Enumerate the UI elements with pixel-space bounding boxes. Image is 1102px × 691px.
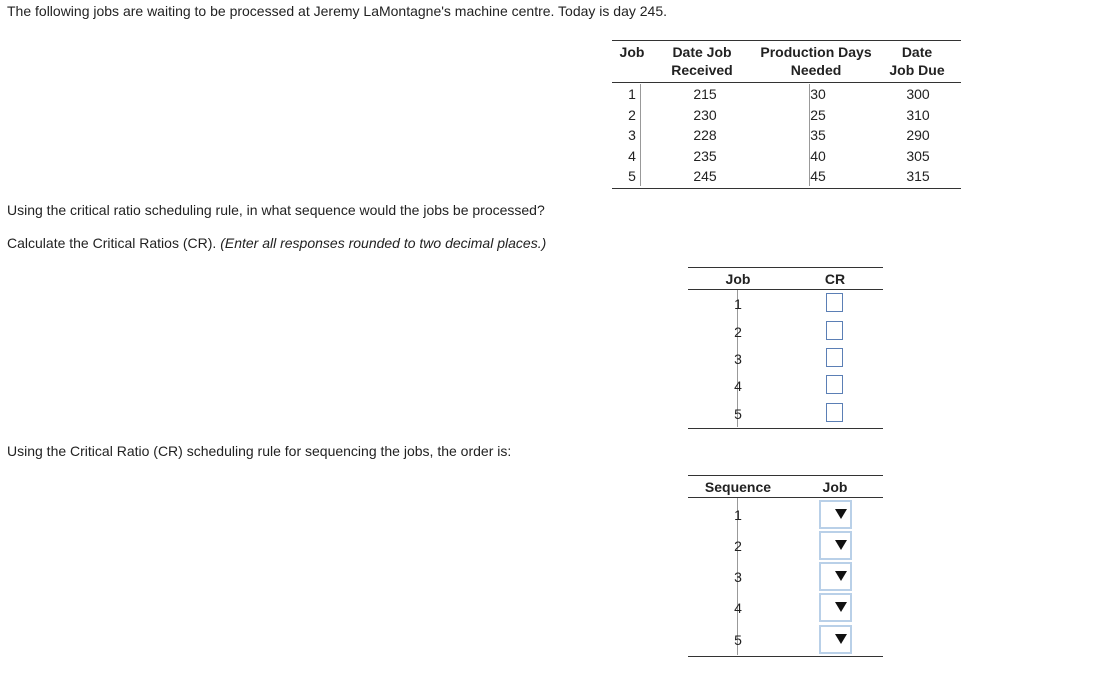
cell-received: 228	[693, 127, 717, 143]
cell-job: 2	[628, 107, 636, 123]
cell-due: 315	[906, 168, 930, 184]
cell-days: 45	[810, 168, 826, 184]
cr-row-job: 2	[734, 324, 742, 340]
cr-row-job: 4	[734, 378, 742, 394]
seq-row-number: 1	[734, 507, 742, 523]
seq-row-number: 3	[734, 569, 742, 585]
cell-due: 300	[906, 86, 930, 102]
seq-header-divider	[688, 497, 883, 498]
cell-job: 3	[628, 127, 636, 143]
dropdown-arrow-icon	[835, 634, 847, 644]
header-date-received-line1: Date Job	[672, 44, 732, 60]
seq-row-number: 2	[734, 538, 742, 554]
seq-job-select-2[interactable]	[819, 531, 852, 560]
cell-job: 1	[628, 86, 636, 102]
header-due-line1: Date	[901, 44, 933, 60]
seq-job-select-4[interactable]	[819, 593, 852, 622]
dropdown-arrow-icon	[835, 571, 847, 581]
question-sequence: Using the critical ratio scheduling rule, in what sequence would the jobs be processed?	[7, 202, 545, 218]
seq-header-job: Job	[822, 479, 848, 495]
cr-table	[688, 267, 883, 429]
cr-header-job: Job	[725, 271, 751, 287]
cell-days: 35	[810, 127, 826, 143]
dropdown-arrow-icon	[835, 602, 847, 612]
header-due-line2: Job Due	[889, 62, 945, 78]
cr-header-divider	[688, 289, 883, 290]
seq-row-number: 5	[734, 632, 742, 648]
seq-job-select-1[interactable]	[819, 500, 852, 529]
cell-received: 215	[693, 86, 717, 102]
cr-input-job-1[interactable]	[826, 293, 843, 312]
cell-due: 305	[906, 148, 930, 164]
header-divider	[612, 82, 961, 83]
cell-days: 40	[810, 148, 826, 164]
cell-due: 290	[906, 127, 930, 143]
jobs-table	[612, 40, 961, 189]
seq-job-select-5[interactable]	[819, 625, 852, 654]
cr-input-job-3[interactable]	[826, 348, 843, 367]
cell-job: 4	[628, 148, 636, 164]
header-date-received-line2: Received	[671, 62, 733, 78]
sequence-table	[688, 475, 883, 657]
question-calculate-cr	[7, 235, 546, 251]
seq-row-number: 4	[734, 600, 742, 616]
cell-received: 230	[693, 107, 717, 123]
cell-due: 310	[906, 107, 930, 123]
seq-header-sequence: Sequence	[704, 479, 772, 495]
header-job: Job	[619, 44, 645, 60]
cr-input-job-5[interactable]	[826, 403, 843, 422]
intro-text: The following jobs are waiting to be processed at Jeremy LaMontagne's machine centre. Today is day 245.	[7, 3, 668, 19]
dropdown-arrow-icon	[835, 509, 847, 519]
cr-row-job: 1	[734, 296, 742, 312]
cell-job: 5	[628, 168, 636, 184]
cell-received: 235	[693, 148, 717, 164]
seq-job-select-3[interactable]	[819, 562, 852, 591]
cell-days: 30	[810, 86, 826, 102]
cell-received: 245	[693, 168, 717, 184]
header-production-line2: Needed	[790, 62, 842, 78]
question-calculate-cr-text: Calculate the Critical Ratios (CR).	[7, 235, 217, 251]
cr-row-job: 3	[734, 351, 742, 367]
rounding-note: (Enter all responses rounded to two decimal places.)	[220, 235, 547, 251]
question-order: Using the Critical Ratio (CR) scheduling rule for sequencing the jobs, the order is:	[7, 443, 512, 459]
cell-days: 25	[810, 107, 826, 123]
dropdown-arrow-icon	[835, 540, 847, 550]
cr-row-job: 5	[734, 406, 742, 422]
header-production-line1: Production Days	[760, 44, 872, 60]
cr-input-job-4[interactable]	[826, 375, 843, 394]
cr-input-job-2[interactable]	[826, 321, 843, 340]
cr-header-cr: CR	[824, 271, 846, 287]
